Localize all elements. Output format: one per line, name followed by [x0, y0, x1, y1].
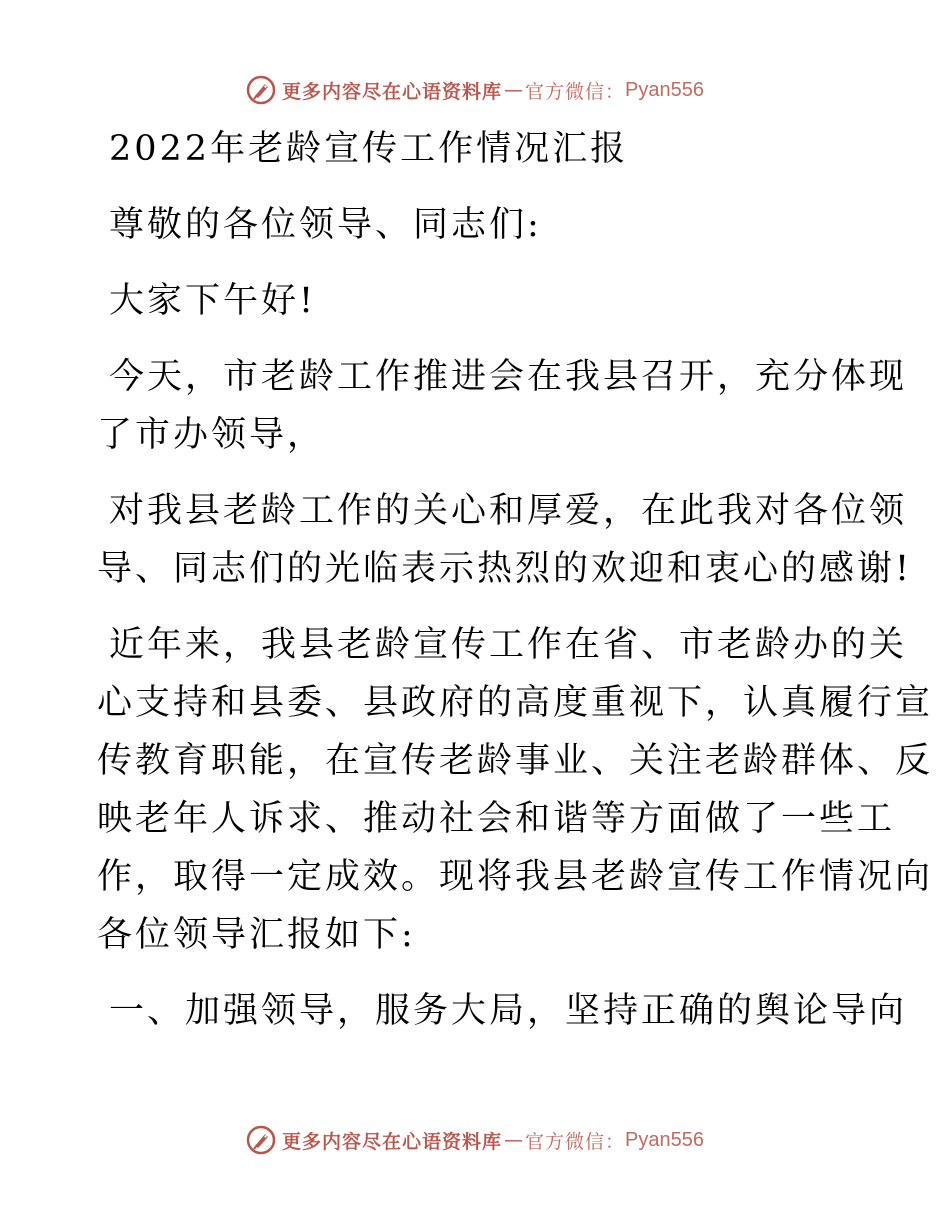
watermark-handle: Pyan556 [625, 1128, 704, 1151]
paragraph-3 [97, 616, 934, 964]
watermark-brand: 更多内容尽在心语资料库 [282, 80, 503, 103]
footer-watermark [0, 1120, 950, 1160]
section-heading: 一、加强领导，服务大局，坚持正确的舆论导向 [109, 991, 908, 1031]
paragraph-line: 映老年人诉求、推动社会和谐等方面做了一些工 [97, 799, 896, 839]
paragraph-line: 近年来，我县老龄宣传工作在省、市老龄办的关 [109, 625, 908, 665]
document-body [97, 120, 934, 1040]
paragraph-line: 传教育职能，在宣传老龄事业、关注老龄群体、反 [97, 741, 934, 781]
watermark-handle: Pyan556 [625, 78, 704, 101]
watermark-official-label: 官方微信： [525, 1130, 626, 1153]
paragraph-line: 了市办领导， [97, 415, 326, 455]
paragraph-line: 今天，市老龄工作推进会在我县召开，充分体现 [109, 357, 908, 397]
watermark-brand: 更多内容尽在心语资料库 [282, 1130, 503, 1153]
watermark-separator: — [504, 79, 524, 101]
document-title: 2022年老龄宣传工作情况汇报 [109, 129, 629, 169]
paragraph-2 [97, 482, 913, 598]
pen-nib-logo-icon [246, 1125, 276, 1155]
watermark-separator: — [504, 1129, 524, 1151]
paragraph-1 [97, 348, 908, 464]
salutation: 尊敬的各位领导、同志们: [109, 205, 542, 245]
pen-nib-logo-icon [246, 75, 276, 105]
paragraph-line: 导、同志们的光临表示热烈的欢迎和衷心的感谢! [97, 549, 913, 589]
paragraph-line: 各位领导汇报如下: [97, 915, 416, 955]
paragraph-line: 作，取得一定成效。现将我县老龄宣传工作情况向 [97, 857, 934, 897]
header-watermark [0, 70, 950, 110]
paragraph-line: 对我县老龄工作的关心和厚爱，在此我对各位领 [109, 491, 908, 531]
watermark-official-label: 官方微信： [525, 80, 626, 103]
greeting: 大家下午好! [109, 281, 317, 321]
paragraph-line: 心支持和县委、县政府的高度重视下，认真履行宣 [97, 683, 934, 723]
